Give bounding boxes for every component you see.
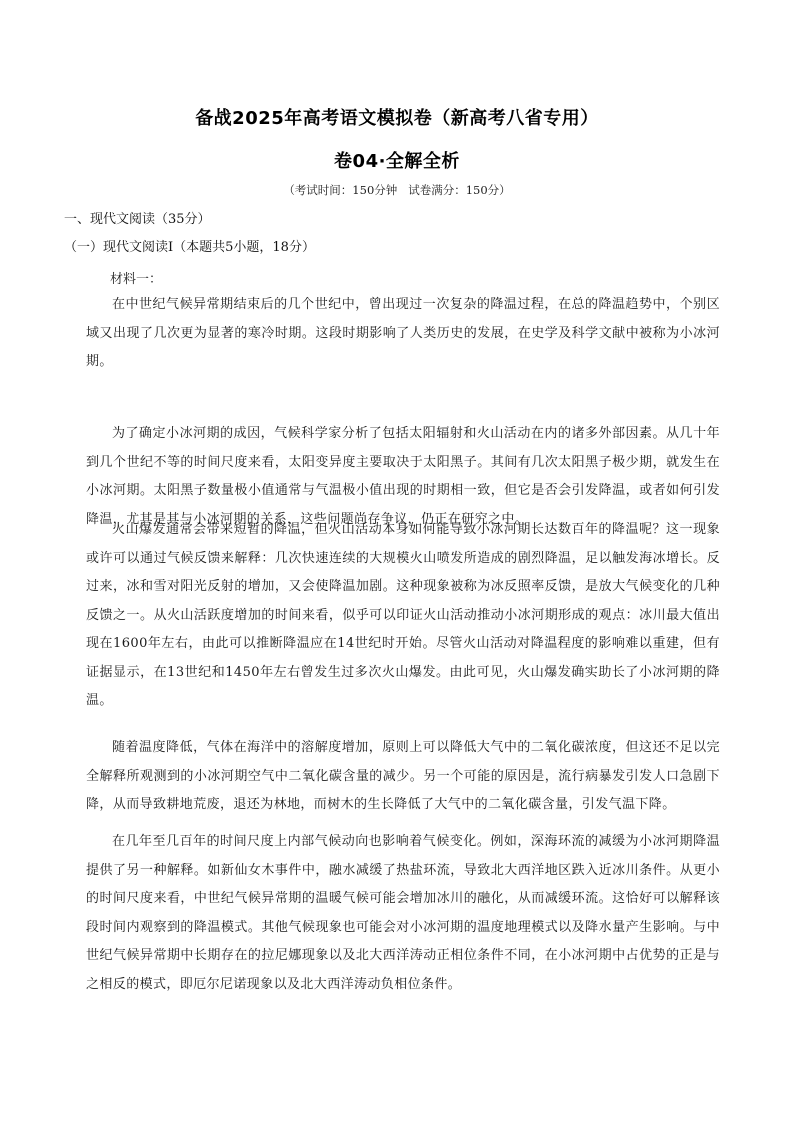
section-heading-reading: 一、现代文阅读（35分） [64,212,211,227]
material-paragraph-2: 为了确定小冰河期的成因，气候科学家分析了包括太阳辐射和火山活动在内的诸多外部因素。从几十年到几个世纪不等的时间尺度来看，太阳变异度主要取决于太阳黑子。其间有几次太阳黑子极少期，就发生在小冰河期。太阳黑子数量极小值通常与气温极小值出现的时期相一致，但它是否会引发降温，或者如何引发降温，尤其是其与小冰河期的关系，这些问题尚存争议，仍正在研究之中。 [86,426,720,527]
exam-info: （考试时间：150分钟 试卷满分：150分） [283,183,511,197]
document-title: 备战2025年高考语文模拟卷（新高考八省专用） [195,108,599,129]
material-paragraph-3: 火山爆发通常会带来短暂的降温，但火山活动本身如何能导致小冰河期长达数百年的降温呢？这一现象或许可以通过气候反馈来解释：几次快速连续的大规模火山喷发所造成的剧烈降温，足以触发海冰增长。反过来，冰和雪对阳光反射的增加，又会使降温加剧。这种现象被称为冰反照率反馈，是放大气候变化的几种反馈之一。从火山活跃度增加的时间来看，似乎可以印证火山活动推动小冰河期形成的观点：冰川最大值出现在1600年左右，由此可以推断降温应在14世纪时开始。尽管火山活动对降温程度的影响难以重建，但有证据显示，在13世纪和1450年左右曾发生过多次火山爆发。由此可见，火山爆发确实助长了小冰河期的降温。 [86,522,720,708]
material-paragraph-5: 在几年至几百年的时间尺度上内部气候动向也影响着气候变化。例如，深海环流的减缓为小冰河期降温提供了另一种解释。如新仙女木事件中，融水减缓了热盐环流，导致北大西洋地区跌入近冰川条件。从更小的时间尺度来看，中世纪气候异常期的温暖气候可能会增加冰川的融化，从而减缓环流。这恰好可以解释该段时间内观察到的降温模式。其他气候现象也可能会对小冰河期的温度地理模式以及降水量产生影响。与中世纪气候异常期中长期存在的拉尼娜现象以及北大西洋涛动正相位条件不同，在小冰河期中占优势的正是与之相反的模式，即厄尔尼诺现象以及北大西洋涛动负相位条件。 [86,834,720,992]
material-paragraph-1: 在中世纪气候异常期结束后的几个世纪中，曾出现过一次复杂的降温过程，在总的降温趋势中，个别区域又出现了几次更为显著的寒冷时期。这段时期影响了人类历史的发展，在史学及科学文献中被称为小冰河期。 [86,297,720,369]
document-subtitle: 卷04·全解全析 [334,151,460,172]
material-paragraph-4: 随着温度降低，气体在海洋中的溶解度增加，原则上可以降低大气中的二氧化碳浓度，但这还不足以完全解释所观测到的小冰河期空气中二氧化碳含量的减少。另一个可能的原因是，流行病暴发引发人口急剧下降，从而导致耕地荒废，退还为林地，而树木的生长降低了大气中的二氧化碳含量，引发气温下降。 [86,740,720,812]
material-label: 材料一： [110,272,163,287]
section-subheading-reading-one: （一）现代文阅读Ⅰ（本题共5小题，18分） [64,240,315,255]
